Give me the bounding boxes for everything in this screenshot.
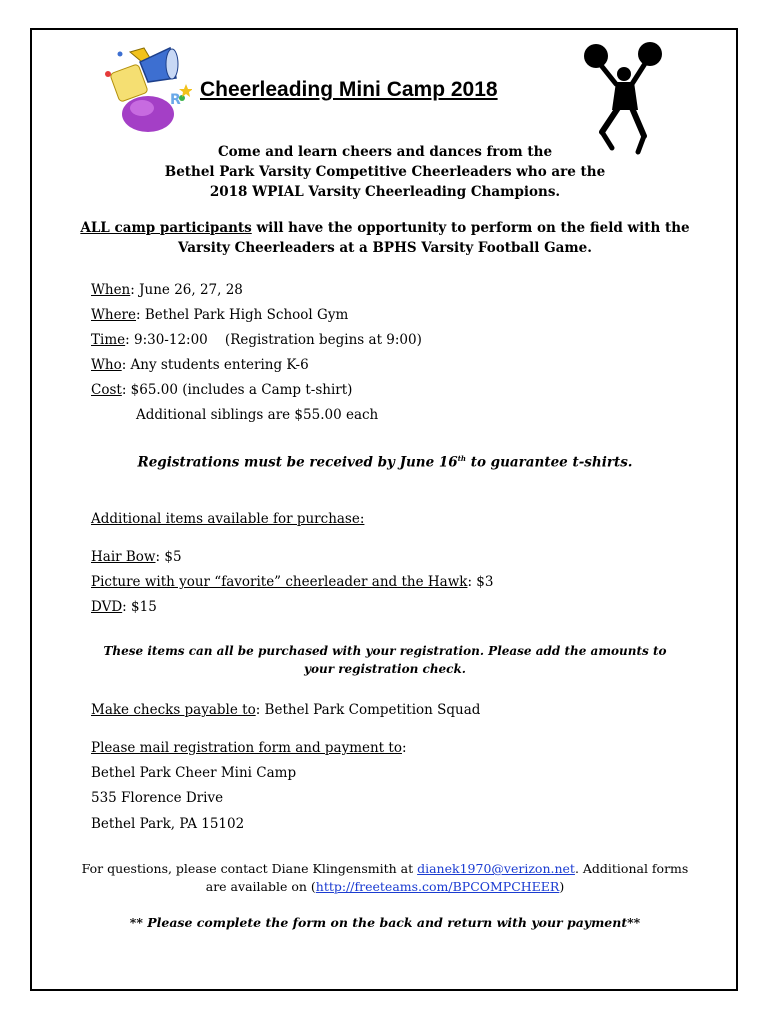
email-link[interactable]: dianek1970@verizon.net bbox=[417, 861, 575, 876]
payable-label: Make checks payable to bbox=[91, 702, 256, 718]
deadline-pre: Registrations must be received by June 16 bbox=[137, 454, 458, 471]
additional-heading: Additional items available for purchase: bbox=[91, 511, 365, 527]
contact-pre: For questions, please contact Diane Klingensmith at bbox=[81, 861, 418, 876]
intro-line: Come and learn cheers and dances from the bbox=[217, 144, 553, 160]
where-value: Bethel Park High School Gym bbox=[140, 307, 349, 323]
intro-line: Bethel Park Varsity Competitive Cheerleaders who are the bbox=[164, 164, 606, 180]
time-label: Time bbox=[91, 332, 126, 348]
payable-line: Make checks payable to: Bethel Park Competition Squad bbox=[91, 702, 481, 718]
dvd-value: $15 bbox=[126, 599, 157, 615]
when-label: When bbox=[91, 282, 131, 298]
who-label: Who bbox=[91, 357, 122, 373]
svg-text:R: R bbox=[170, 92, 181, 108]
contact-post: ) bbox=[559, 879, 565, 894]
hairbow-line: Hair Bow: $5 bbox=[91, 549, 182, 565]
siblings-line: Additional siblings are $55.00 each bbox=[136, 407, 379, 423]
who-value: Any students entering K-6 bbox=[126, 357, 309, 373]
hairbow-label: Hair Bow bbox=[91, 549, 156, 565]
cost-line: Cost: $65.00 (includes a Camp t-shirt) bbox=[91, 382, 353, 398]
picture-label: Picture with your “favorite” cheerleader and the Hawk bbox=[91, 574, 468, 590]
intro-text bbox=[60, 142, 710, 202]
cheerleader-silhouette bbox=[578, 40, 668, 156]
cost-value: $65.00 (includes a Camp t-shirt) bbox=[126, 382, 353, 398]
address-line: 535 Florence Drive bbox=[91, 790, 224, 806]
picture-value: $3 bbox=[472, 574, 494, 590]
contact-text bbox=[70, 860, 700, 896]
dvd-label: DVD bbox=[91, 599, 123, 615]
closing-note: ** Please complete the form on the back and return with your payment** bbox=[129, 915, 641, 930]
address-line: Bethel Park, PA 15102 bbox=[91, 816, 245, 832]
time-value: 9:30-12:00 (Registration begins at 9:00) bbox=[129, 332, 422, 348]
mail-heading: Please mail registration form and payment to: bbox=[91, 740, 407, 756]
participants-line2: Varsity Cheerleaders at a BPHS Varsity Football Game. bbox=[178, 240, 592, 256]
deadline-sup: th bbox=[457, 454, 467, 463]
payable-value: Bethel Park Competition Squad bbox=[260, 702, 481, 718]
megaphone-pompom-clipart bbox=[100, 44, 192, 136]
when-line: When: June 26, 27, 28 bbox=[91, 282, 243, 298]
where-label: Where bbox=[91, 307, 137, 323]
dvd-line: DVD: $15 bbox=[91, 599, 157, 615]
address-line: Bethel Park Cheer Mini Camp bbox=[91, 765, 297, 781]
page-title: Cheerleading Mini Camp 2018 bbox=[200, 78, 498, 101]
picture-line: Picture with your “favorite” cheerleader and the Hawk: $3 bbox=[91, 574, 494, 590]
cost-label: Cost bbox=[91, 382, 122, 398]
intro-line: 2018 WPIAL Varsity Cheerleading Champions. bbox=[209, 184, 561, 200]
contact-mid: . Additional forms are available on ( bbox=[205, 861, 689, 894]
who-line: Who: Any students entering K-6 bbox=[91, 357, 309, 373]
hairbow-value: $5 bbox=[160, 549, 182, 565]
deadline-note bbox=[60, 454, 710, 471]
participants-rest: will have the opportunity to perform on the field with the bbox=[251, 220, 690, 236]
participants-lead: ALL camp participants bbox=[80, 220, 252, 236]
where-line: Where: Bethel Park High School Gym bbox=[91, 307, 349, 323]
mail-label: Please mail registration form and payment to bbox=[91, 740, 402, 756]
participants-text bbox=[60, 218, 710, 258]
time-line: Time: 9:30-12:00 (Registration begins at 9:00) bbox=[91, 332, 422, 348]
deadline-post: to guarantee t-shirts. bbox=[466, 454, 633, 471]
when-value: June 26, 27, 28 bbox=[134, 282, 243, 298]
website-link[interactable]: http://freeteams.com/BPCOMPCHEER bbox=[315, 879, 560, 894]
purchase-note: These items can all be purchased with your registration. Please add the amounts to your registration check. bbox=[103, 644, 667, 676]
